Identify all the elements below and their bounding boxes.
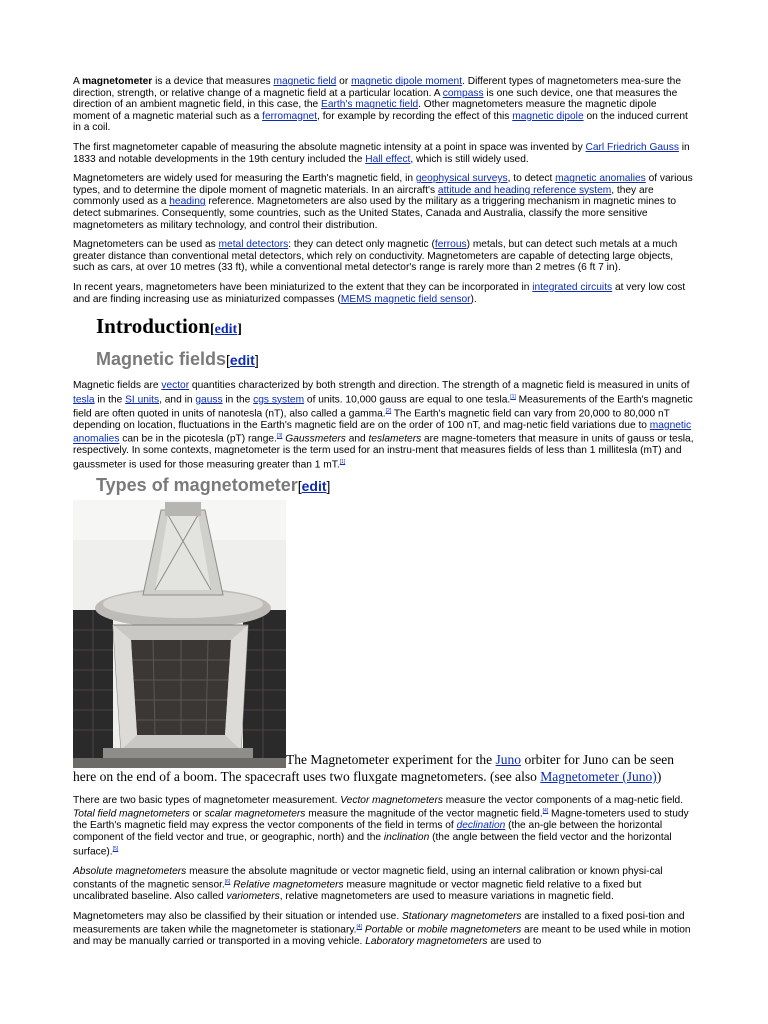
heading-text: Introduction xyxy=(96,314,210,339)
link-compass[interactable]: compass xyxy=(442,87,484,99)
figure-with-caption xyxy=(73,500,695,785)
text: , and in xyxy=(159,394,196,406)
link-mems-magnetic-field-sensor[interactable]: MEMS magnetic field sensor xyxy=(340,293,471,305)
term-total-field-magnetometers: Total field magnetometers xyxy=(73,808,190,820)
link-earths-magnetic-field[interactable]: Earth's magnetic field xyxy=(321,99,419,111)
text: , which is still widely used. xyxy=(410,153,529,165)
text: are used to xyxy=(487,936,542,948)
text: (the angle between the field vector and the horizontal surface). xyxy=(73,831,672,857)
text: There are two basic types of magnetometer measurement. xyxy=(73,794,341,806)
edit-section-link xyxy=(210,322,242,337)
text: in 1833 and notable developments in the 19th century included the xyxy=(73,141,690,165)
text: Magnetometers are widely used for measuring the Earth's magnetic field, in xyxy=(73,173,416,185)
text: In recent years, magnetometers have been miniaturized to the extent that they can be incorporated in xyxy=(73,281,533,293)
link-declination[interactable]: declination xyxy=(456,820,506,832)
citation-ref[interactable]: [3] xyxy=(276,433,283,440)
link-magnetometer-juno[interactable]: Magnetometer (Juno) xyxy=(540,768,657,784)
intro-paragraph-4 xyxy=(73,239,695,274)
text: measure the absolute magnitude or vector magnetic field, using an internal calibration or known physi-cal constants of the magnetic sensor. xyxy=(73,865,663,891)
edit-link[interactable]: edit xyxy=(301,477,327,494)
text: measure magnitude or vector magnetic field relative to a fixed but uncalibrated baseline. Also called xyxy=(73,879,642,903)
text: on the induced current in a coil. xyxy=(73,110,688,134)
link-magnetic-anomalies[interactable]: magnetic anomalies xyxy=(73,419,692,445)
link-metal-detectors[interactable]: metal detectors xyxy=(218,239,289,251)
text: Magnetic fields are xyxy=(73,380,162,392)
text: Measurements of the Earth's magnetic field are often quoted in units of nanotesla (nT), also called a gamma. xyxy=(73,394,693,420)
term-inclination: inclination xyxy=(383,831,430,843)
term-mobile-magnetometers: mobile magnetometers xyxy=(417,924,522,936)
text: . Other magnetometers measure the magnetic dipole moment of a magnetic material such as a xyxy=(73,99,657,122)
text: is one such device, one that measures the direction of an ambient magnetic field, in this case, the xyxy=(73,87,678,111)
text: Magnetometers can be used as xyxy=(73,239,219,251)
link-hall-effect[interactable]: Hall effect xyxy=(365,153,411,165)
bracket: [ xyxy=(297,477,302,494)
term-teslameters: teslameters xyxy=(368,433,422,445)
text: or xyxy=(336,76,352,87)
text: in the xyxy=(222,394,254,406)
heading-introduction xyxy=(96,313,695,343)
link-cgs-system[interactable]: cgs system xyxy=(253,394,305,406)
heading-text: Types of magnetometer xyxy=(96,474,298,495)
link-magnetic-field[interactable]: magnetic field xyxy=(273,76,337,87)
text: measure the vector components of a mag-netic field. xyxy=(442,794,684,806)
citation-ref[interactable]: [1] xyxy=(510,393,516,400)
bracket: ] xyxy=(237,322,242,338)
intro-paragraph-1 xyxy=(73,76,695,134)
heading-magnetic-fields xyxy=(96,347,695,372)
text: or xyxy=(189,808,205,820)
text: of units. 10,000 gauss are equal to one tesla. xyxy=(304,394,511,406)
citation-ref[interactable]: [2] xyxy=(385,407,392,414)
term-magnetometer: magnetometer xyxy=(82,76,153,87)
text: in the xyxy=(94,394,126,406)
text: are magne-tometers that measure in units of gauss or tesla, respectively. In some contexts, magnetometer is the term used for an instru-ment that measures fields of less than 1 millitesla (mT) and gaussmeter is used for those measuring greater than 1 mT. xyxy=(73,433,694,471)
bracket: ] xyxy=(254,352,259,369)
term-absolute-magnetometers: Absolute magnetometers xyxy=(73,865,187,877)
caption-text: ) xyxy=(656,768,662,784)
text: Magne-tometers used to study the Earth's magnetic field may express the vector components of the field in terms of xyxy=(73,808,689,832)
caption-text: orbiter for Juno can be seen here on the end of a boom. The spacecraft uses two fluxgate magnetometers. (see also xyxy=(73,751,675,784)
types-paragraph-1 xyxy=(73,795,695,858)
term-scalar-magnetometers: scalar magnetometers xyxy=(204,808,306,820)
spacecraft-illustration xyxy=(73,500,286,768)
text: , relative magnetometers are used to measure variations in magnetic field. xyxy=(279,891,614,903)
term-variometers: variometers xyxy=(226,891,280,903)
intro-paragraph-2 xyxy=(73,142,695,165)
article-body xyxy=(73,76,695,956)
edit-link[interactable]: edit xyxy=(229,352,255,369)
text: or xyxy=(402,924,418,936)
term-laboratory-magnetometers: Laboratory magnetometers xyxy=(365,936,488,948)
juno-spacecraft-photo xyxy=(73,500,286,768)
text: , they are commonly used as a xyxy=(73,184,654,208)
types-paragraph-2 xyxy=(73,866,695,903)
text: is a device that measures xyxy=(152,76,274,87)
text: measure the magnitude of the vector magnetic field. xyxy=(305,808,543,820)
link-carl-friedrich-gauss[interactable]: Carl Friedrich Gauss xyxy=(585,141,679,153)
link-gauss[interactable]: gauss xyxy=(195,394,223,406)
intro-paragraph-5 xyxy=(73,282,695,305)
citation-ref[interactable]: [6] xyxy=(224,879,231,886)
link-magnetic-dipole-moment[interactable]: magnetic dipole moment xyxy=(351,76,463,87)
text: . Different types of magnetometers mea-sure the direction, strength, or relative change of a magnetic field at a particular location. A xyxy=(73,76,682,99)
edit-section-link xyxy=(226,352,259,368)
link-geophysical-surveys[interactable]: geophysical surveys xyxy=(415,173,508,185)
bracket: [ xyxy=(226,352,230,369)
text: are installed to a fixed posi-tion and measurements are taken while the magnetometer is stationary. xyxy=(73,910,685,936)
link-heading[interactable]: heading xyxy=(169,196,206,208)
edit-section-link xyxy=(298,478,331,494)
link-juno[interactable]: Juno xyxy=(495,751,522,767)
text: A xyxy=(73,76,83,87)
citation-ref[interactable]: [4] xyxy=(356,924,363,931)
term-vector-magnetometers: Vector magnetometers xyxy=(340,794,443,806)
caption-text: The Magnetometer experiment for the xyxy=(286,751,496,767)
link-vector[interactable]: vector xyxy=(161,380,190,392)
text: quantities characterized by both strength and direction. The strength of a magnetic field is measured in units of xyxy=(189,380,690,392)
text: , for example by recording the effect of this xyxy=(317,110,513,122)
text: Magnetometers may also be classified by their situation or intended use. xyxy=(73,910,403,922)
link-ferromagnet[interactable]: ferromagnet xyxy=(262,110,318,122)
text: , to detect xyxy=(507,173,556,185)
citation-ref[interactable]: [4] xyxy=(542,808,549,815)
citation-ref[interactable]: [5] xyxy=(112,845,119,852)
term-relative-magnetometers: Relative magnetometers xyxy=(233,879,344,891)
link-magnetic-anomalies[interactable]: magnetic anomalies xyxy=(555,173,646,185)
link-tesla[interactable]: tesla xyxy=(73,394,95,406)
heading-text: Magnetic fields xyxy=(96,349,227,370)
text: at very low cost and are finding increasing use as miniaturized compasses ( xyxy=(73,281,686,305)
text: can be in the picotesla (pT) range. xyxy=(119,433,277,445)
magnetic-fields-paragraph xyxy=(73,380,695,471)
link-integrated-circuits[interactable]: integrated circuits xyxy=(532,281,613,293)
text: ) metals, but can detect such metals at a much greater distance than conventional metal detectors, which rely on conductivity. Magnetometers are capable of detecting large objects, such as cars, at over 10 metres (33 ft), while a conventional metal detector's range is rarely more than 2 metres (6 ft 7 in). xyxy=(73,239,678,274)
link-ferrous[interactable]: ferrous xyxy=(434,239,467,251)
types-paragraph-3 xyxy=(73,911,695,948)
link-attitude-heading-reference[interactable]: attitude and heading reference system xyxy=(437,184,612,196)
text: are meant to be used while in motion and may be manually carried or transported in a moving vehicle. xyxy=(73,924,691,948)
heading-types-of-magnetometer xyxy=(96,473,695,498)
text: and xyxy=(345,433,369,445)
bracket: [ xyxy=(209,322,215,338)
text: The Earth's magnetic field can vary from 20,000 to 80,000 nT depending on location, fluctuations in the Earth's magnetic field are on the order of 100 nT, and mag-netic field variations due to xyxy=(73,408,670,431)
text: reference. Magnetometers are also used by the military as a triggering mechanism in magnetic mines to detect submarines. Consequently, some countries, such as the United States, Canada and Australia, classify the more sensitive magnetometers as military technology, and control their distribution. xyxy=(73,196,677,231)
text: of various types, and to determine the dipole moment of magnetic materials. In an aircraft's xyxy=(73,173,693,196)
intro-paragraph-3 xyxy=(73,173,695,231)
text: : they can detect only magnetic ( xyxy=(288,239,435,251)
citation-ref[interactable]: [1] xyxy=(339,458,346,465)
edit-link[interactable]: edit xyxy=(214,322,238,338)
term-stationary-magnetometers: Stationary magnetometers xyxy=(402,910,522,922)
text: (the an-gle between the horizontal component of the field vector and true, or geographic, north) and the xyxy=(73,820,663,843)
bracket: ] xyxy=(326,477,331,494)
link-magnetic-dipole[interactable]: magnetic dipole xyxy=(512,110,584,122)
link-si-units[interactable]: SI units xyxy=(125,394,160,406)
text: ). xyxy=(470,293,477,305)
text: The first magnetometer capable of measuring the absolute magnetic intensity at a point in space was invented by xyxy=(73,141,586,153)
term-gaussmeters: Gaussmeters xyxy=(285,433,346,445)
term-portable: Portable xyxy=(364,924,403,936)
